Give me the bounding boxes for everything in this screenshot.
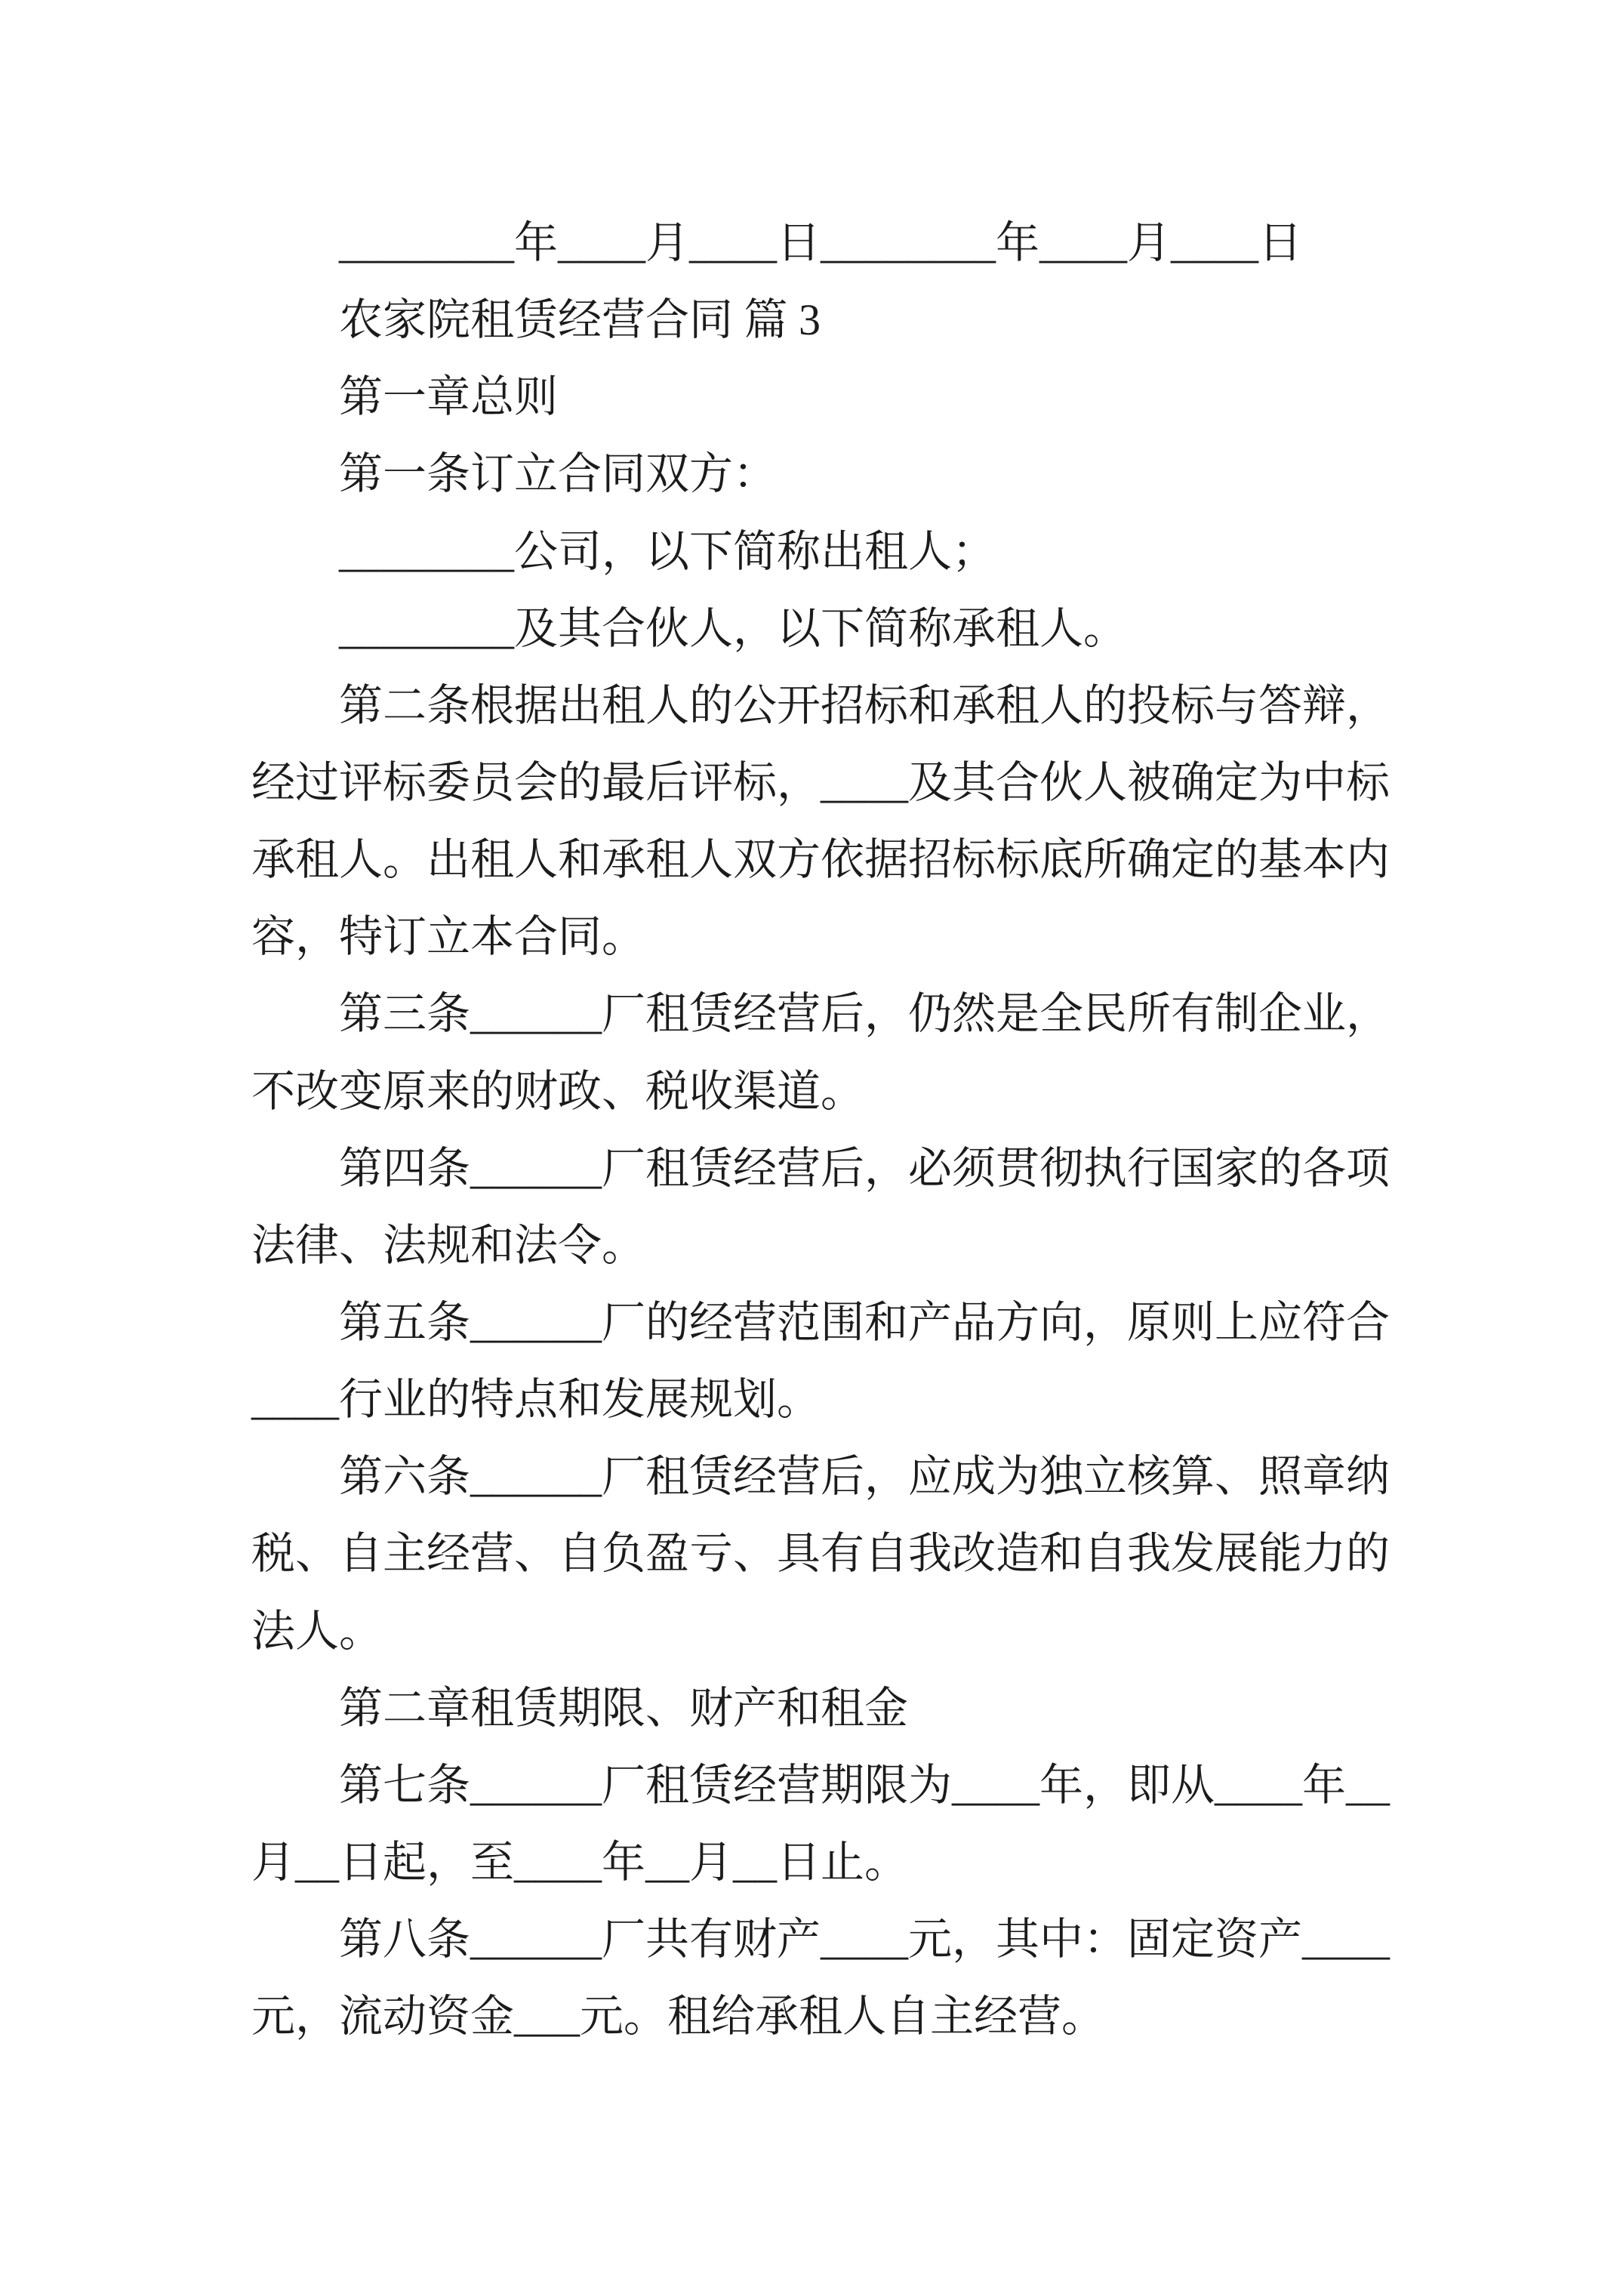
article-5-line-1: 第五条______厂的经营范围和产品方向，原则上应符合 — [339, 1297, 1390, 1347]
signature-date-line: ________年____月____日________年____月____日 — [339, 218, 1303, 267]
document-title: 农家院租赁经营合同 篇 3 — [339, 295, 821, 345]
chapter-heading-2: 第二章租赁期限、财产和租金 — [339, 1683, 909, 1733]
article-8-line-2: 元，流动资金___元。租给承租人自主经营。 — [251, 1992, 1106, 2042]
article-2-line-2: 经过评标委员会的最后评标，____及其合伙人被确定为中标 — [251, 757, 1390, 807]
party-lessee-line: ________及其合伙人，以下简称承租人。 — [339, 603, 1128, 653]
article-4-line-1: 第四条______厂租赁经营后，必须贯彻执行国家的各项 — [339, 1143, 1390, 1193]
article-6-line-1: 第六条______厂租赁经营后，应成为独立核算、照章纳 — [339, 1452, 1390, 1502]
article-6-line-2: 税、自主经营、自负盈亏、具有自我改造和自我发展能力的 — [251, 1529, 1390, 1579]
party-lessor-line: ________公司，以下简称出租人； — [339, 526, 996, 576]
article-3-line-2: 不改变原来的财政、税收渠道。 — [251, 1066, 865, 1116]
article-8-line-1: 第八条______厂共有财产____元，其中：固定资产____ — [339, 1915, 1390, 1965]
article-1-heading: 第一条订立合同双方： — [339, 449, 778, 499]
document-text — [251, 205, 1535, 2055]
article-7-line-2: 月__日起，至____年__月__日止。 — [251, 1837, 909, 1887]
article-4-line-2: 法律、法规和法令。 — [251, 1220, 646, 1270]
article-6-line-3: 法人。 — [251, 1606, 383, 1656]
article-2-line-4: 容，特订立本合同。 — [251, 912, 646, 962]
article-2-line-3: 承租人。出租人和承租人双方依据招标标底所确定的基本内 — [251, 835, 1390, 885]
chapter-heading-1: 第一章总则 — [339, 372, 559, 422]
article-7-line-1: 第七条______厂租赁经营期限为____年，即从____年__ — [339, 1760, 1390, 1810]
article-2-line-1: 第二条根据出租人的公开招标和承租人的投标与答辩， — [339, 680, 1390, 730]
article-3-line-1: 第三条______厂租赁经营后，仍然是全民所有制企业， — [339, 989, 1390, 1039]
article-5-line-2: ____行业的特点和发展规划。 — [251, 1375, 821, 1425]
